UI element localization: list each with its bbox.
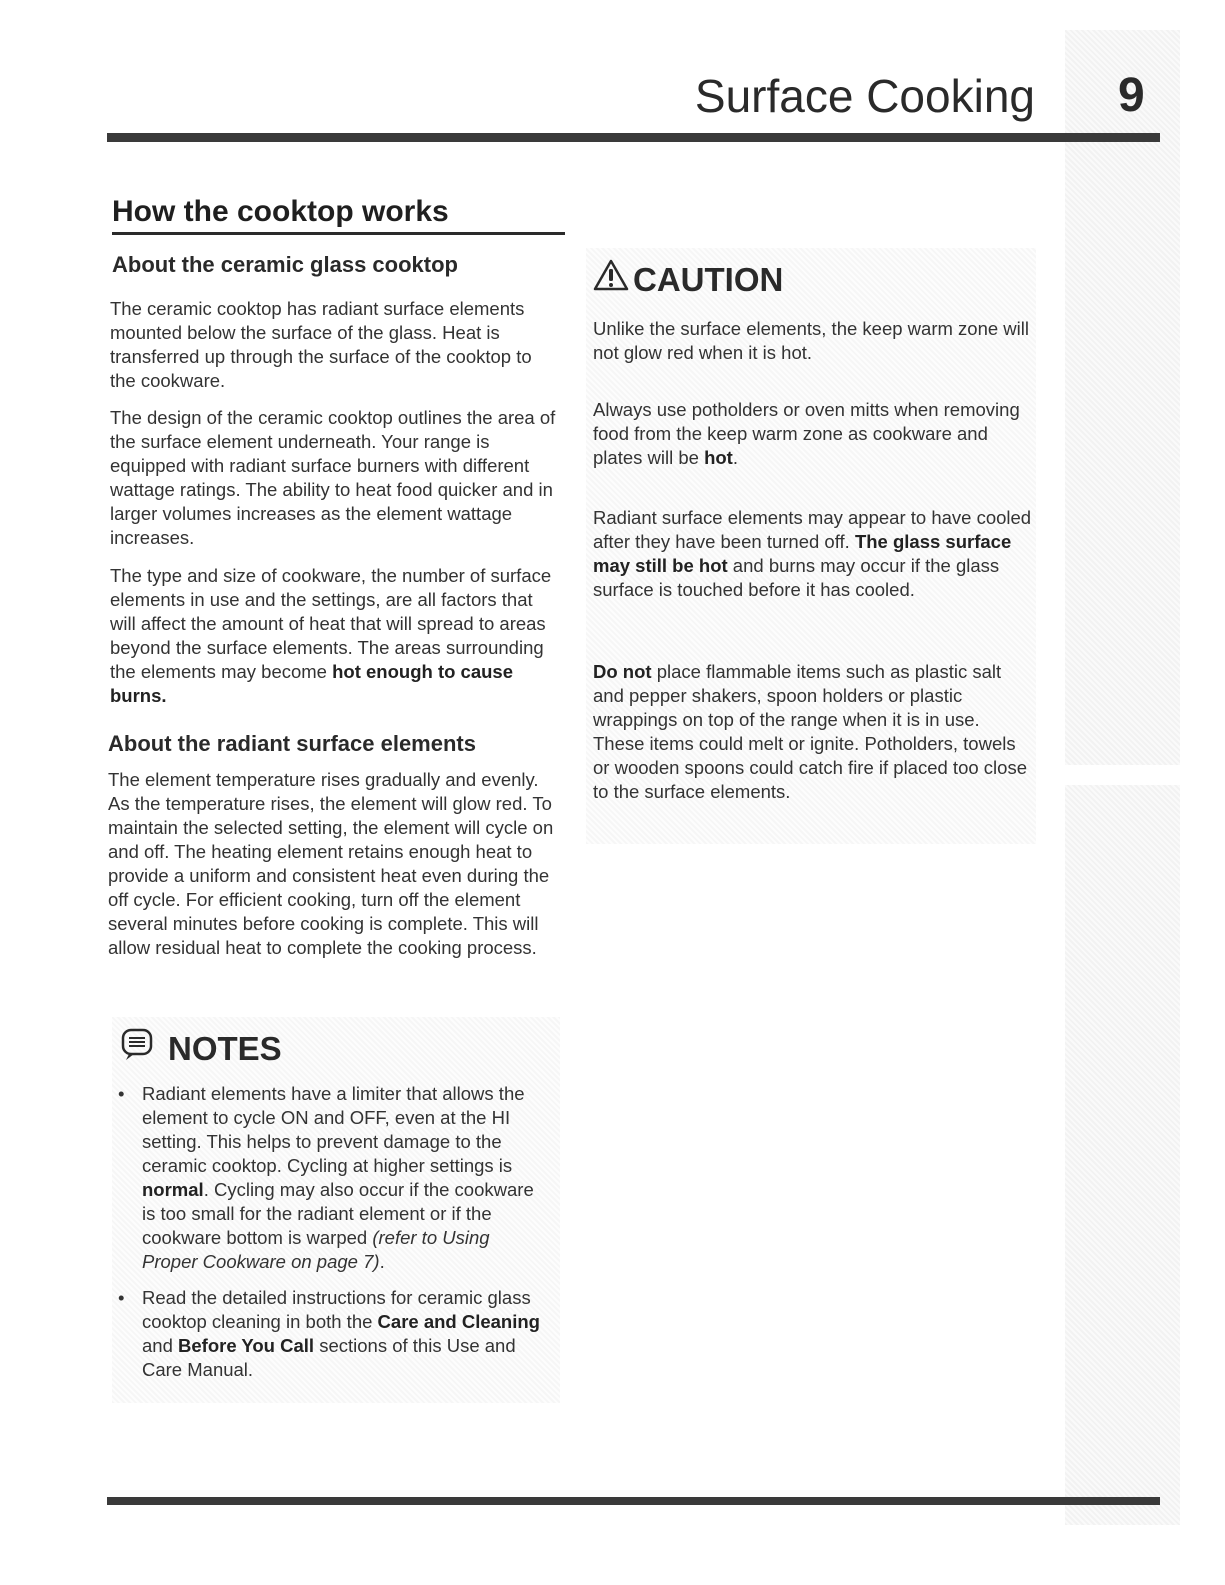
list-item: • Radiant elements have a limiter that allows the element to cycle ON and OFF, even at the HI setting. This helps to prevent damage to the ceramic cooktop. Cycling at higher settings is normal. Cycling may also occur if the cookware is too small for the radiant element or if the cookware bottom is warped (refer to Using Proper Cookware on page 7). [118,1083,534,1272]
notes-list [118,1082,550,1394]
page-number: 9 [1118,69,1145,122]
header-rule [107,133,1160,142]
note-icon [120,1027,156,1070]
radiant-heading: About the radiant surface elements [108,731,476,756]
list-item: • Read the detailed instructions for ceramic glass cooktop cleaning in both the Care and Cleaning and Before You Call sections of this Use and Care Manual. [118,1287,540,1380]
radiant-paragraph: The element temperature rises gradually and evenly. As the temperature rises, the element will glow red. To maintain the selected setting, the element will cycle on and off. The heating element retains enough heat to provide a uniform and consistent heat even during the off cycle. For efficient cooking, turn off the element several minutes before cooking is complete. This will allow residual heat to complete the cooking process. [108,769,554,958]
warning-triangle-icon [593,258,629,301]
ceramic-paragraph-1: The ceramic cooktop has radiant surface elements mounted below the surface of the glass. Heat is transferred up through the surface of the cooktop to the cookware. [110,298,532,391]
caution-paragraph-4: Do not place flammable items such as plastic salt and pepper shakers, spoon holders or plastic wrappings on top of the range when it is in use. These items could melt or ignite. Potholders, towels or wooden spoons could catch fire if placed too close to the surface elements. [593,661,1027,802]
caution-paragraph-3: Radiant surface elements may appear to have cooled after they have been turned off. The glass surface may still be hot and burns may occur if the glass surface is touched before it has cooled. [593,507,1032,600]
bullet: • [118,1083,125,1104]
ceramic-paragraph-3: The type and size of cookware, the number of surface elements in use and the settings, are all factors that will affect the amount of heat that will spread to areas beyond the surface elements. The areas surrounding the elements may become hot enough to cause burns. [110,565,552,706]
caution-heading: CAUTION [593,258,783,301]
section-heading: How the cooktop works [112,192,565,235]
caution-paragraph-2: Always use potholders or oven mitts when removing food from the keep warm zone as cookware and plates will be hot. [593,399,1020,468]
footer-rule [107,1497,1160,1505]
ceramic-heading: About the ceramic glass cooktop [112,252,458,277]
ceramic-paragraph-2: The design of the ceramic cooktop outlines the area of the surface element underneath. Your range is equipped with radiant surface burners with different wattage ratings. The ability to heat food quicker and in larger volumes increases as the element wattage increases. [110,407,556,548]
caution-paragraph-1: Unlike the surface elements, the keep warm zone will not glow red when it is hot. [593,318,1029,363]
page-title: Surface Cooking [694,70,1035,122]
bullet: • [118,1287,125,1308]
notes-heading: NOTES [120,1027,282,1070]
side-tab-gap [1065,765,1180,785]
